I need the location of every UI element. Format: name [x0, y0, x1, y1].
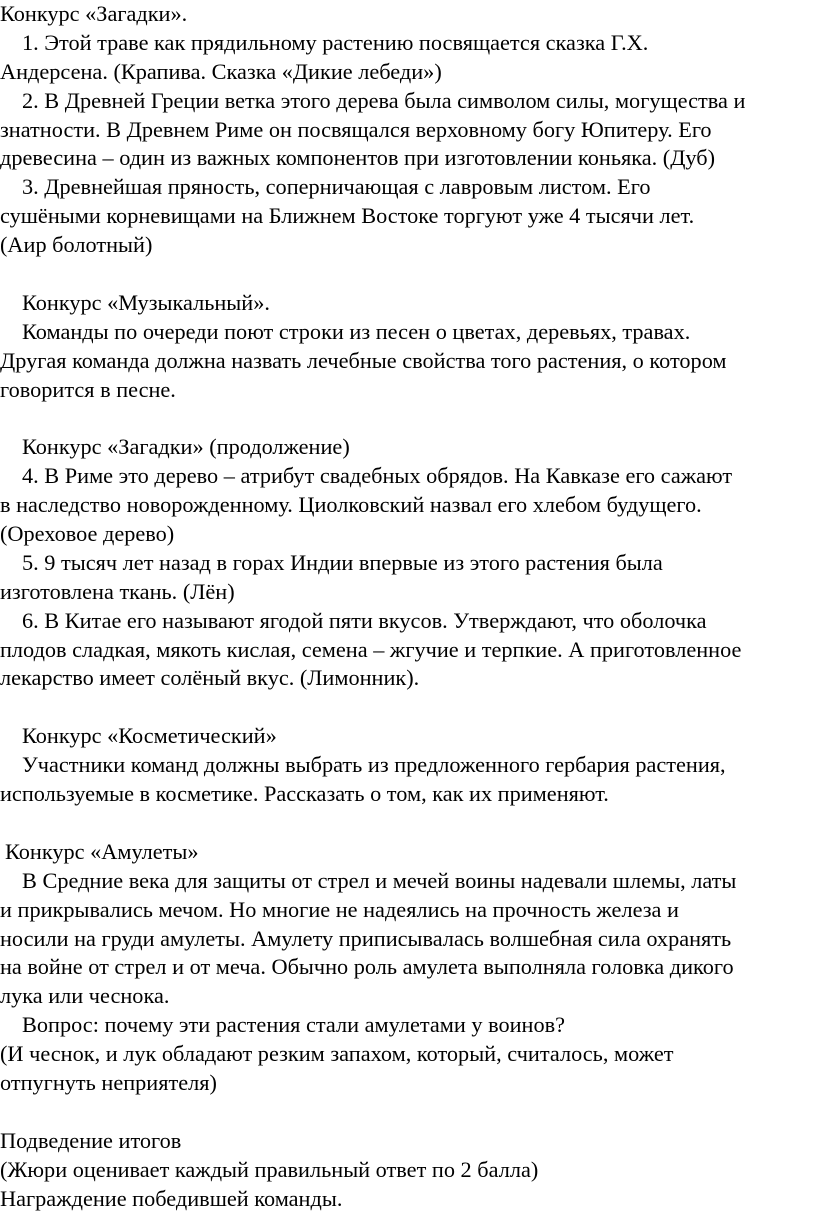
blank-line	[0, 693, 816, 722]
amulets-answer-line-1: (И чеснок, и лук обладают резким запахом, который, считалось, может	[0, 1041, 674, 1067]
amulets-line-1: В Средние века для защиты от стрел и мечей воины надевали шлемы, латы	[22, 867, 737, 893]
riddle-3-line-3: (Аир болотный)	[0, 232, 153, 258]
music-line-1: Команды по очереди поют строки из песен о цветах, деревьях, травах.	[22, 318, 691, 344]
riddle-3-line-1: 3. Древнейшая пряность, соперничающая с лавровым листом. Его	[22, 174, 651, 200]
riddle-1-line-2: Андерсена. (Крапива. Сказка «Дикие лебеди»)	[0, 58, 442, 84]
music-line-3: говорится в песне.	[0, 376, 176, 402]
blank-line	[0, 404, 816, 433]
riddle-2-line-2: знатности. В Древнем Риме он посвящался верховному богу Юпитеру. Его	[0, 116, 712, 142]
cosmetic-line-2: используемые в косметике. Рассказать о том, как их применяют.	[0, 781, 609, 807]
music-line-2: Другая команда должна назвать лечебные свойства того растения, о котором	[0, 347, 727, 373]
riddle-6-line-3: лекарство имеет солёный вкус. (Лимонник).	[0, 665, 420, 691]
blank-line	[0, 260, 816, 289]
summary-line-2: Награждение победившей команды.	[0, 1185, 343, 1211]
section-title-riddles: Конкурс «Загадки».	[0, 1, 188, 26]
amulets-question: Вопрос: почему эти растения стали амулетами у воинов?	[22, 1012, 566, 1038]
riddle-6-line-1: 6. В Китае его называют ягодой пяти вкусов. Утверждают, что оболочка	[22, 607, 707, 633]
amulets-line-5: лука или чеснока.	[0, 983, 170, 1009]
riddle-3-line-2: сушёными корневищами на Ближнем Востоке торгуют уже 4 тысячи лет.	[0, 203, 695, 229]
riddle-1-line-1: 1. Этой траве как прядильному растению посвящается сказка Г.Х.	[22, 29, 649, 55]
amulets-answer-line-2: отпугнуть неприятеля)	[0, 1069, 217, 1095]
amulets-line-4: на войне от стрел и от меча. Обычно роль амулета выполняла головка дикого	[0, 954, 734, 980]
riddle-2-line-1: 2. В Древней Греции ветка этого дерева была символом силы, могущества и	[22, 87, 746, 113]
section-title-summary: Подведение итогов	[0, 1127, 182, 1153]
section-title-music: Конкурс «Музыкальный».	[22, 289, 270, 315]
blank-line	[0, 809, 816, 838]
cosmetic-line-1: Участники команд должны выбрать из предложенного гербария растения,	[22, 752, 726, 778]
section-title-cosmetic: Конкурс «Косметический»	[22, 723, 277, 749]
riddle-6-line-2: плодов сладкая, мякоть кислая, семена – жгучие и терпкие. А приготовленное	[0, 636, 742, 662]
riddle-5-line-2: изготовлена ткань. (Лён)	[0, 578, 235, 604]
section-title-riddles-continued: Конкурс «Загадки» (продолжение)	[22, 434, 350, 460]
riddle-4-line-2: в наследство новорожденному. Циолковский назвал его хлебом будущего.	[0, 492, 702, 518]
blank-line	[0, 1098, 816, 1127]
riddle-5-line-1: 5. 9 тысяч лет назад в горах Индии впервые из этого растения была	[22, 549, 663, 575]
amulets-line-3: носили на груди амулеты. Амулету приписывалась волшебная сила охранять	[0, 925, 732, 951]
riddle-4-line-1: 4. В Риме это дерево – атрибут свадебных обрядов. На Кавказе его сажают	[22, 463, 733, 489]
riddle-4-line-3: (Ореховое дерево)	[0, 521, 175, 547]
section-title-amulets: Конкурс «Амулеты»	[5, 838, 199, 864]
amulets-line-2: и прикрывались мечом. Но многие не надеялись на прочность железа и	[0, 896, 679, 922]
summary-line-1: (Жюри оценивает каждый правильный ответ по 2 балла)	[0, 1156, 539, 1182]
riddle-2-line-3: древесина – один из важных компонентов при изготовлении коньяка. (Дуб)	[0, 145, 716, 171]
